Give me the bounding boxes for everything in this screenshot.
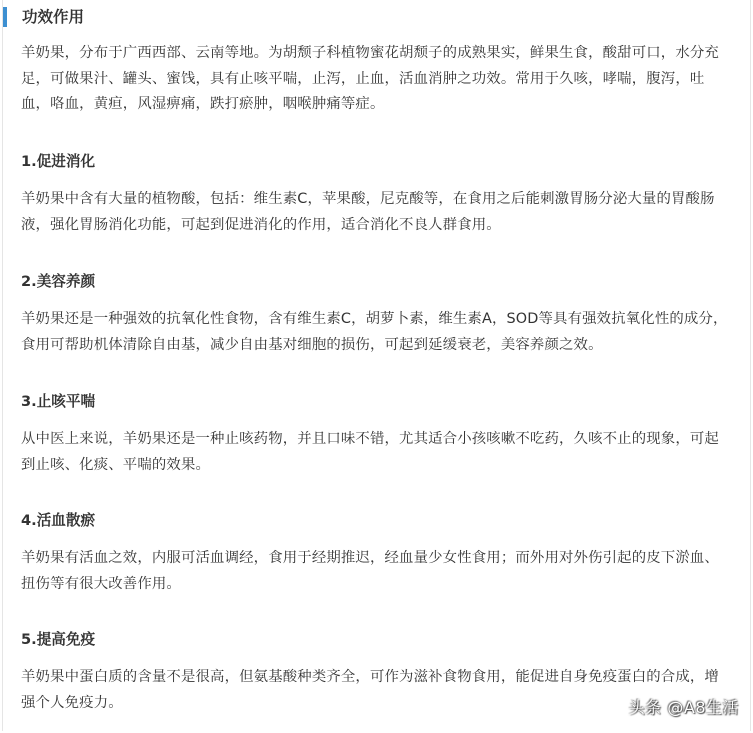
- section-body-digestion: 羊奶果中含有大量的植物酸，包括：维生素C，苹果酸，尼克酸等，在食用之后能刺激胃肠分泌大量的胃酸肠液，强化胃肠消化功能，可起到促进消化的作用，适合消化不良人群食用。: [21, 191, 715, 233]
- watermark: 头条 @A8生活: [628, 698, 739, 717]
- section-body-cough: 从中医上来说，羊奶果还是一种止咳药物，并且口味不错，尤其适合小孩咳嗽不吃药，久咳不止的现象，可起到止咳、化痰、平喘的效果。: [21, 431, 719, 473]
- section-title-digestion: 1.促进消化: [21, 153, 96, 170]
- section-body-circulation: 羊奶果有活血之效，内服可活血调经，食用于经期推迟，经血量少女性食用；而外用对外伤引起的皮下淤血、扭伤等有很大改善作用。: [21, 550, 719, 592]
- heading-accent-bar: [3, 7, 7, 27]
- section-title-beauty: 2.美容养颜: [21, 273, 96, 290]
- section-title-circulation: 4.活血散瘀: [21, 512, 96, 529]
- section-title-immunity: 5.提高免疫: [21, 631, 96, 648]
- intro-paragraph: 羊奶果，分布于广西西部、云南等地。为胡颓子科植物蜜花胡颓子的成熟果实，鲜果生食，酸甜可口，水分充足，可做果汁、罐头、蜜饯，具有止咳平喘，止泻，止血，活血消肿之功效。常用于久咳，哮喘，腹泻，吐血，咯血，黄疸，风湿痹痛，跌打瘀肿，咽喉肿痛等症。: [21, 45, 719, 112]
- section-body-beauty: 羊奶果还是一种强效的抗氧化性食物，含有维生素C，胡萝卜素，维生素A，SOD等具有强效抗氧化性的成分，食用可帮助机体清除自由基，减少自由基对细胞的损伤，可起到延缓衰老，美容养颜之效。: [21, 311, 728, 353]
- article-heading: 功效作用: [22, 8, 85, 26]
- section-body-immunity: 羊奶果中蛋白质的含量不是很高，但氨基酸种类齐全，可作为滋补食物食用，能促进自身免疫蛋白的合成，增强个人免疫力。: [21, 669, 719, 711]
- section-title-cough: 3.止咳平喘: [21, 393, 96, 410]
